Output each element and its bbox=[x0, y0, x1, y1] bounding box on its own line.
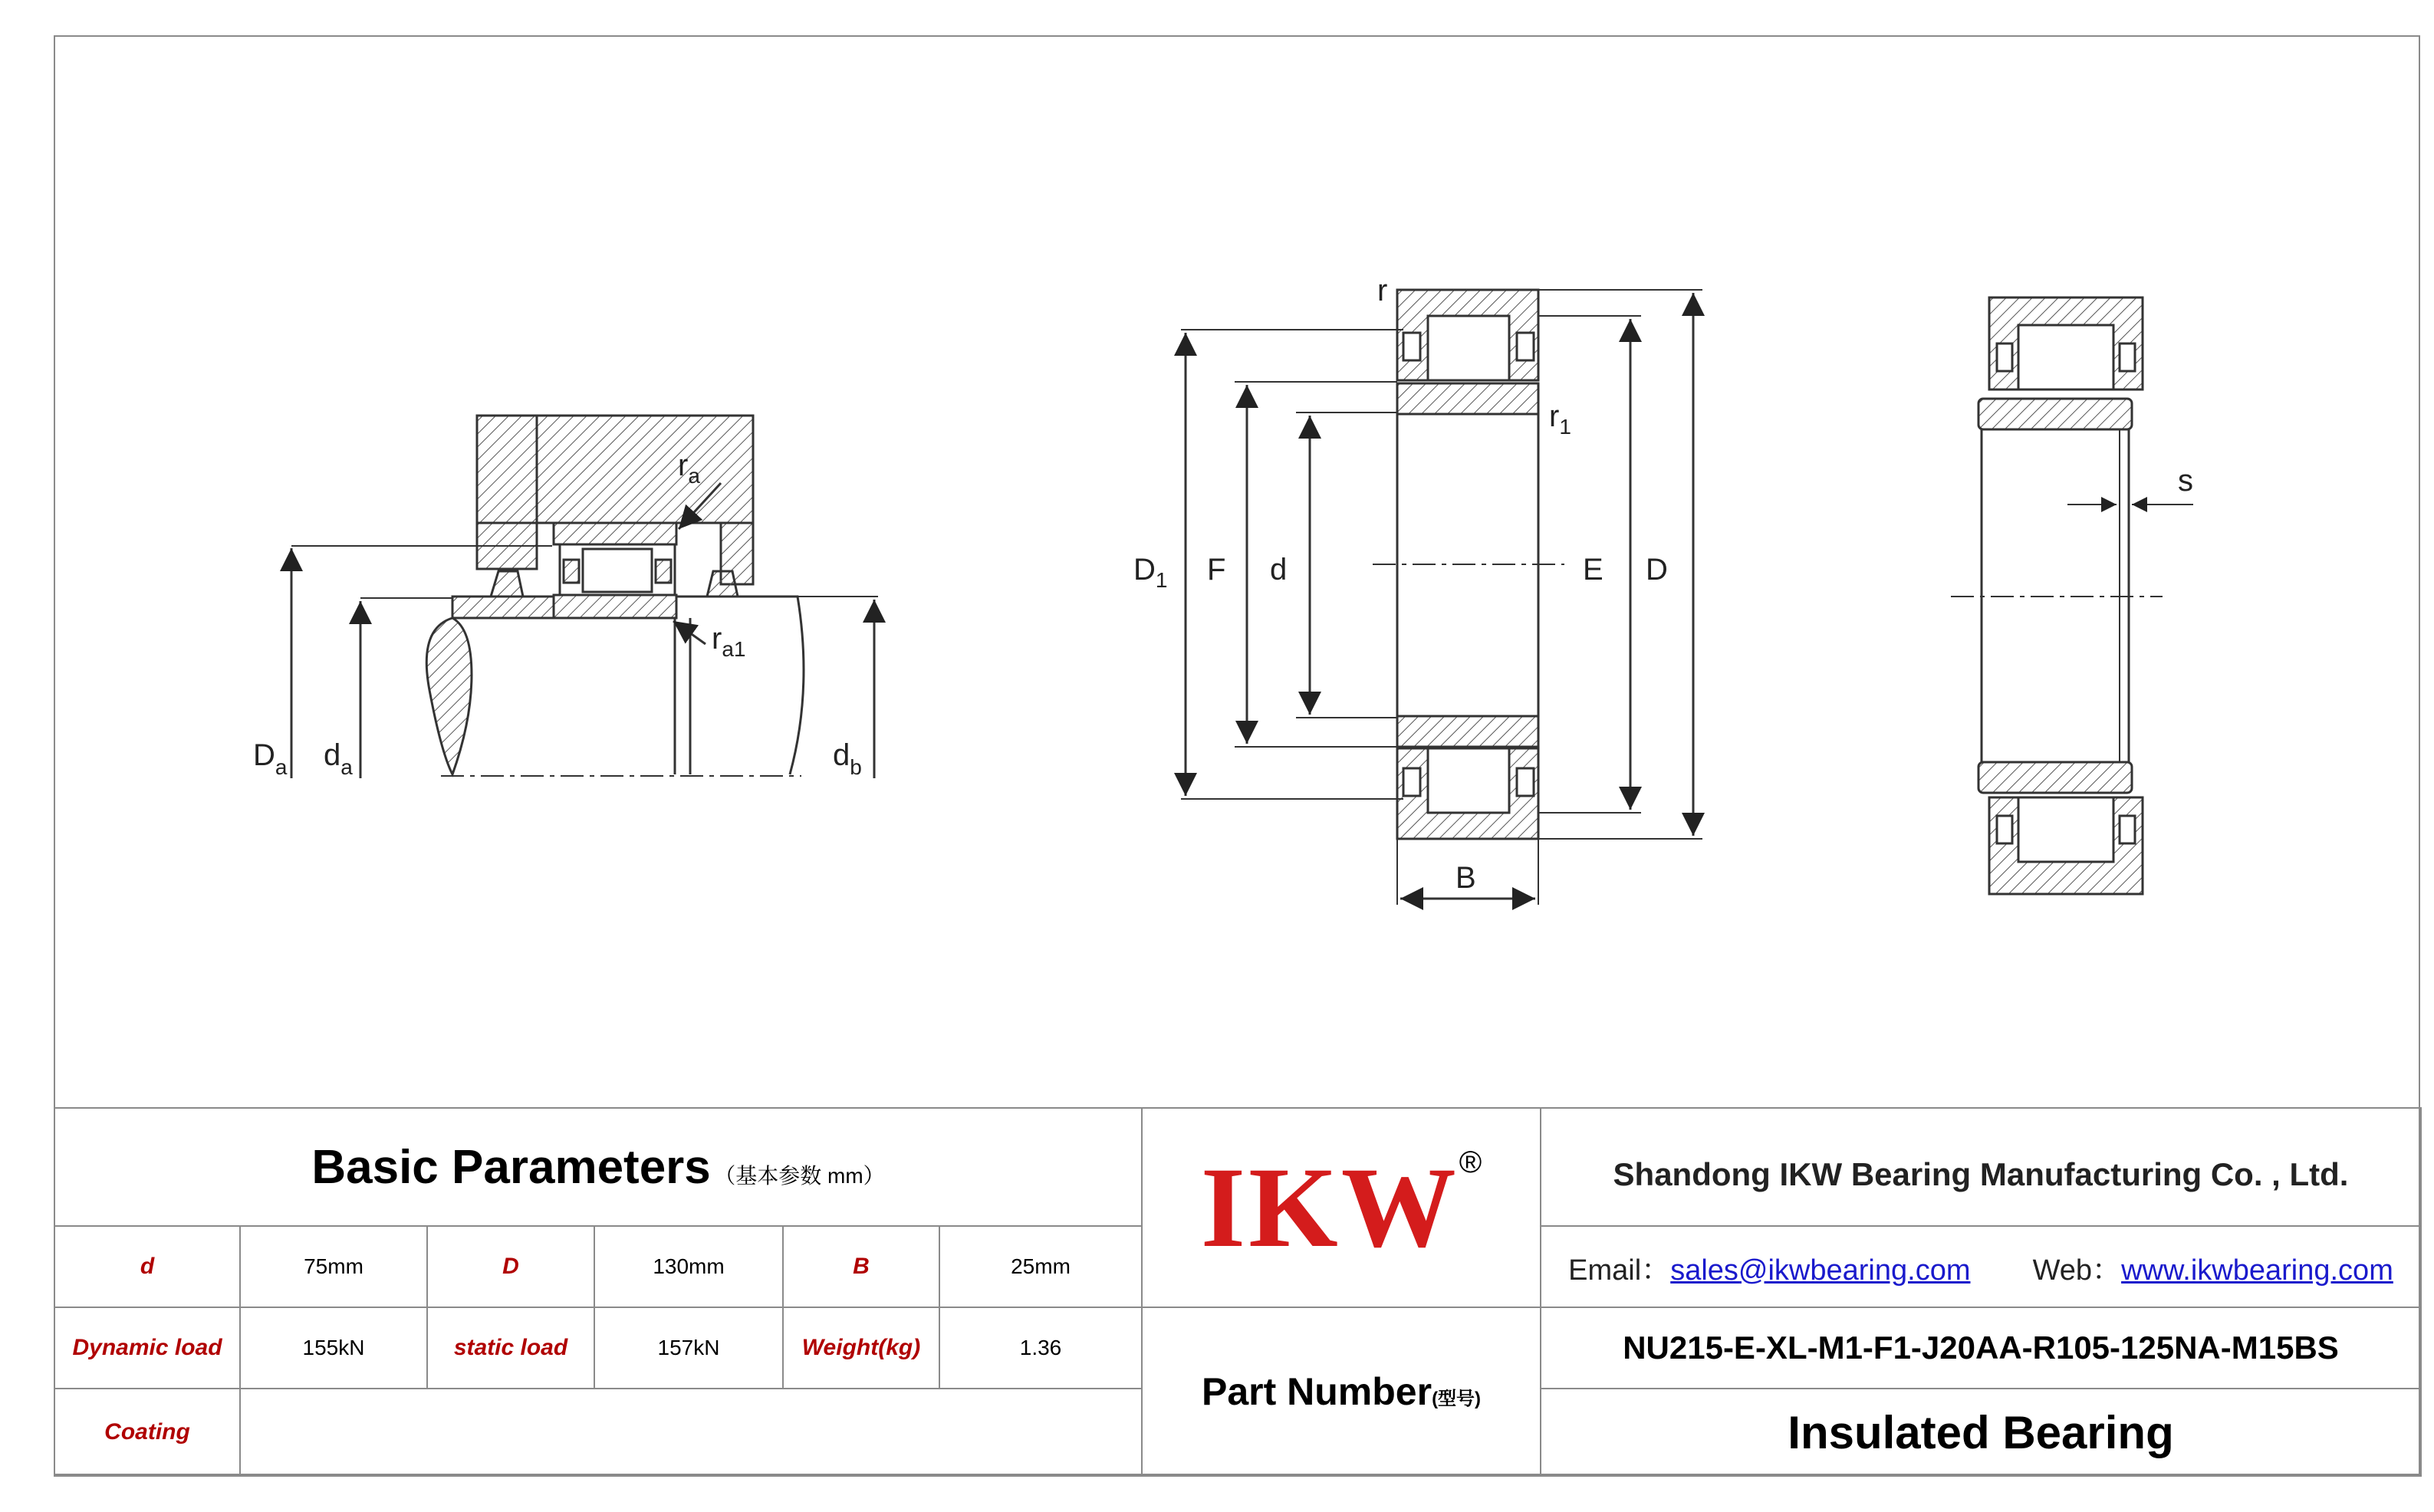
svg-text:r: r bbox=[1377, 274, 1388, 307]
part-number-label-cell bbox=[1142, 1307, 1541, 1476]
svg-text:B: B bbox=[1455, 861, 1476, 895]
svg-text:D1: $D_1$ bbox=[1133, 553, 1168, 592]
svg-text:ra1: $r_{a1}$ bbox=[712, 622, 746, 661]
param-label-static-load: static load bbox=[453, 1335, 568, 1360]
model-number: NU215-E-XL-M1-F1-J20AA-R105-125NA-M15BS bbox=[1623, 1330, 2339, 1366]
param-label-D: D bbox=[502, 1254, 519, 1279]
param-label-dynamic-load: Dynamic load bbox=[72, 1335, 222, 1360]
bearing-section-drawing bbox=[1181, 290, 1702, 905]
svg-text:r1: $r_1$ bbox=[1549, 399, 1571, 439]
svg-text:ra: $r_a$ bbox=[678, 449, 700, 488]
bearing-type: Insulated Bearing bbox=[1788, 1406, 2174, 1458]
basic-parameters-title: Basic Parameters bbox=[311, 1140, 711, 1194]
type-cell bbox=[1541, 1389, 2421, 1476]
svg-text:F: F bbox=[1207, 553, 1226, 587]
part-number-label: Part Number bbox=[1201, 1370, 1432, 1413]
param-label-coating: Coating bbox=[104, 1419, 190, 1445]
email-label: Email： bbox=[1568, 1254, 1671, 1287]
svg-text:E: E bbox=[1583, 553, 1603, 587]
svg-text:da: $d_a$ bbox=[324, 738, 353, 779]
svg-text:d: d bbox=[1270, 553, 1288, 587]
param-value-d: 75mm bbox=[304, 1254, 363, 1278]
email-link[interactable]: sales@ikwbearing.com bbox=[1670, 1254, 1971, 1287]
svg-text:Da: $D_a$ bbox=[253, 738, 288, 779]
contact-cell bbox=[1541, 1226, 2421, 1307]
company-name: Shandong IKW Bearing Manufacturing Co. , Ltd. bbox=[1613, 1156, 2349, 1192]
insulated-section-drawing bbox=[1951, 297, 2193, 894]
mounting-drawing bbox=[291, 416, 878, 778]
param-label-weight: Weight(kg) bbox=[801, 1335, 921, 1360]
insulated-dimension-labels bbox=[2178, 464, 2193, 498]
svg-text:db: $d_b$ bbox=[833, 738, 862, 779]
basic-parameters-header bbox=[54, 1108, 1142, 1226]
param-label-d: d bbox=[140, 1254, 155, 1279]
registered-mark: ® bbox=[1459, 1146, 1482, 1179]
svg-text:s: s bbox=[2178, 464, 2193, 498]
logo-cell bbox=[1142, 1108, 1541, 1307]
title-block bbox=[54, 1107, 2420, 1475]
param-value-dynamic-load: 155kN bbox=[302, 1336, 365, 1359]
svg-text:D: D bbox=[1646, 553, 1668, 587]
param-value-static-load: 157kN bbox=[657, 1336, 720, 1359]
web-link[interactable]: www.ikwbearing.com bbox=[2121, 1254, 2393, 1287]
model-cell bbox=[1541, 1307, 2421, 1389]
param-label-B: B bbox=[853, 1254, 870, 1279]
param-value-D: 130mm bbox=[653, 1254, 725, 1278]
company-name-cell bbox=[1541, 1108, 2421, 1226]
part-number-label-sub: (型号) bbox=[1432, 1389, 1482, 1409]
param-value-B: 25mm bbox=[1011, 1254, 1071, 1278]
basic-parameters-subtitle: （基本参数 mm） bbox=[714, 1163, 885, 1188]
web-label: Web： bbox=[2032, 1254, 2122, 1287]
ikw-logo: IKW bbox=[1200, 1144, 1459, 1271]
param-value-weight: 1.36 bbox=[1019, 1336, 1062, 1359]
